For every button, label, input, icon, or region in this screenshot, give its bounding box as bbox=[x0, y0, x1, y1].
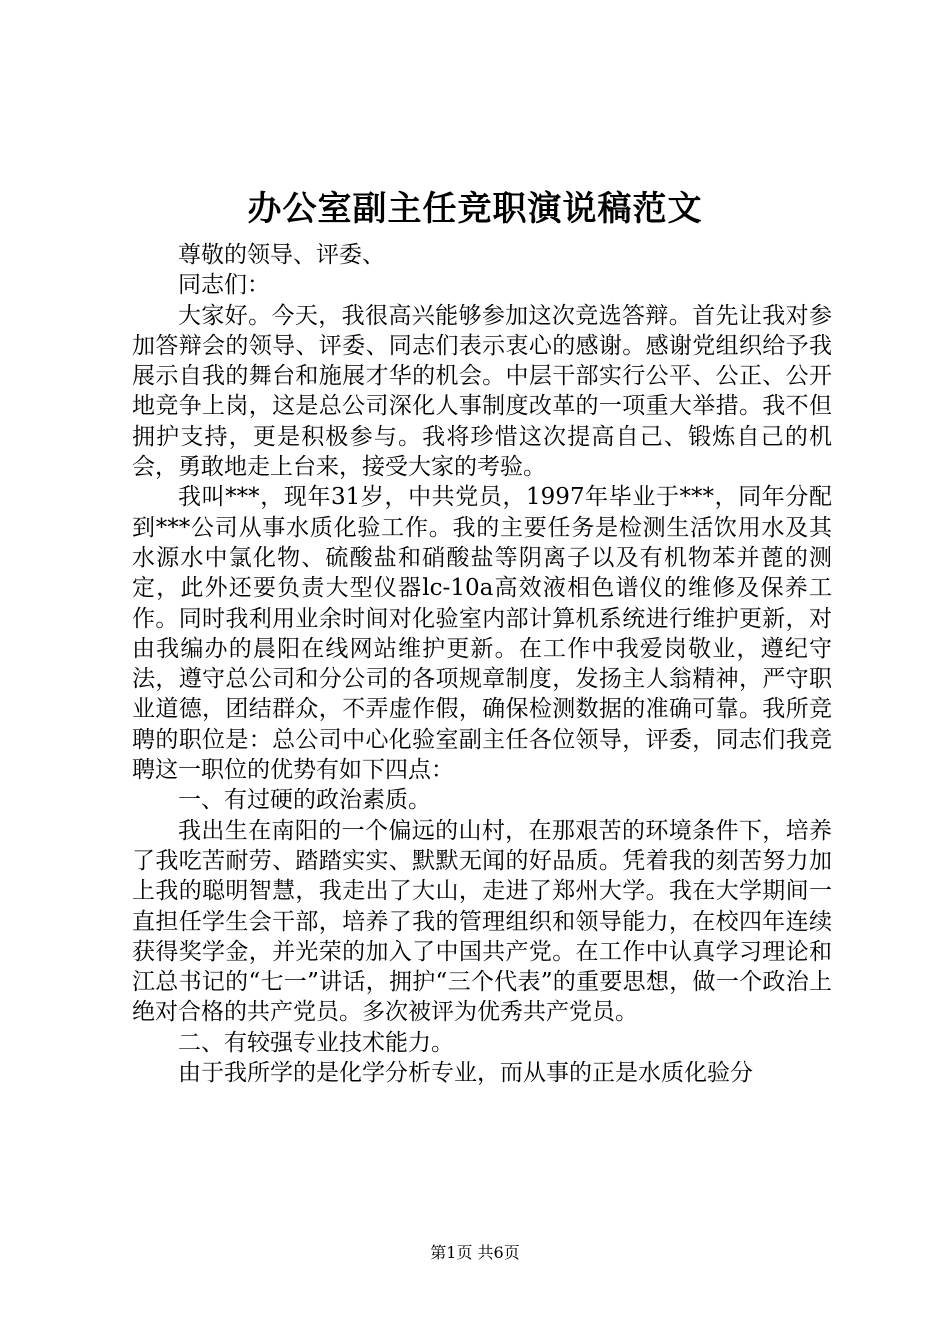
page-footer: 第1页 共6页 bbox=[430, 1243, 520, 1262]
salutation-line-1: 尊敬的领导、评委、 bbox=[178, 242, 385, 268]
section-heading-2: 二、有较强专业技术能力。 bbox=[178, 1029, 454, 1056]
salutation-line-2: 同志们： bbox=[178, 272, 270, 299]
document-title: 办公室副主任竞职演说稿范文 bbox=[247, 189, 703, 229]
paragraph-self-introduction: 我叫***，现年31岁，中共党员，1997年毕业于***，同年分配到***公司从事水质化验工作。我的主要任务是检测生活饮用水及其水源水中氯化物、硫酸盐和硝酸盐等阴离子以及有机物苯并蓖的测定，此外还要负责大型仪器lc-10a高效液相色谱仪的维修及保养工作。同时我利用业余时间对化验室内部计算机系统进行维护更新，对由我编办的晨阳在线网站维护更新。在工作中我爱岗敬业，遵纪守法，遵守总公司和分公司的各项规章制度，发扬主人翁精神，严守职业道德，团结群众，不弄虚作假，确保检测数据的准确可靠。我所竞聘的职位是：总公司中心化验室副主任各位领导，评委，同志们我竞聘这一职位的优势有如下四点： bbox=[132, 484, 832, 784]
section-heading-1: 一、有过硬的政治素质。 bbox=[178, 787, 431, 814]
document-body bbox=[132, 240, 832, 1088]
paragraph-technical-ability: 由于我所学的是化学分析专业，而从事的正是水质化验分 bbox=[178, 1060, 753, 1087]
paragraph-political-quality: 我出生在南阳的一个偏远的山村，在那艰苦的环境条件下，培养了我吃苦耐劳、踏踏实实、默默无闻的好品质。凭着我的刻苦努力加上我的聪明智慧，我走出了大山，走进了郑州大学。我在大学期间一直担任学生会干部，培养了我的管理组织和领导能力，在校四年连续获得奖学金，并光荣的加入了中国共产党。在工作中认真学习理论和江总书记的“七一”讲话，拥护“三个代表”的重要思想，做一个政治上绝对合格的共产党员。多次被评为优秀共产党员。 bbox=[132, 817, 832, 1026]
paragraph-greeting: 大家好。今天，我很高兴能够参加这次竞选答辩。首先让我对参加答辩会的领导、评委、同志们表示衷心的感谢。感谢党组织给予我展示自我的舞台和施展才华的机会。中层干部实行公平、公正、公开地竞争上岗，这是总公司深化人事制度改革的一项重大举措。我不但拥护支持，更是积极参与。我将珍惜这次提高自己、锻炼自己的机会，勇敢地走上台来，接受大家的考验。 bbox=[132, 302, 832, 481]
